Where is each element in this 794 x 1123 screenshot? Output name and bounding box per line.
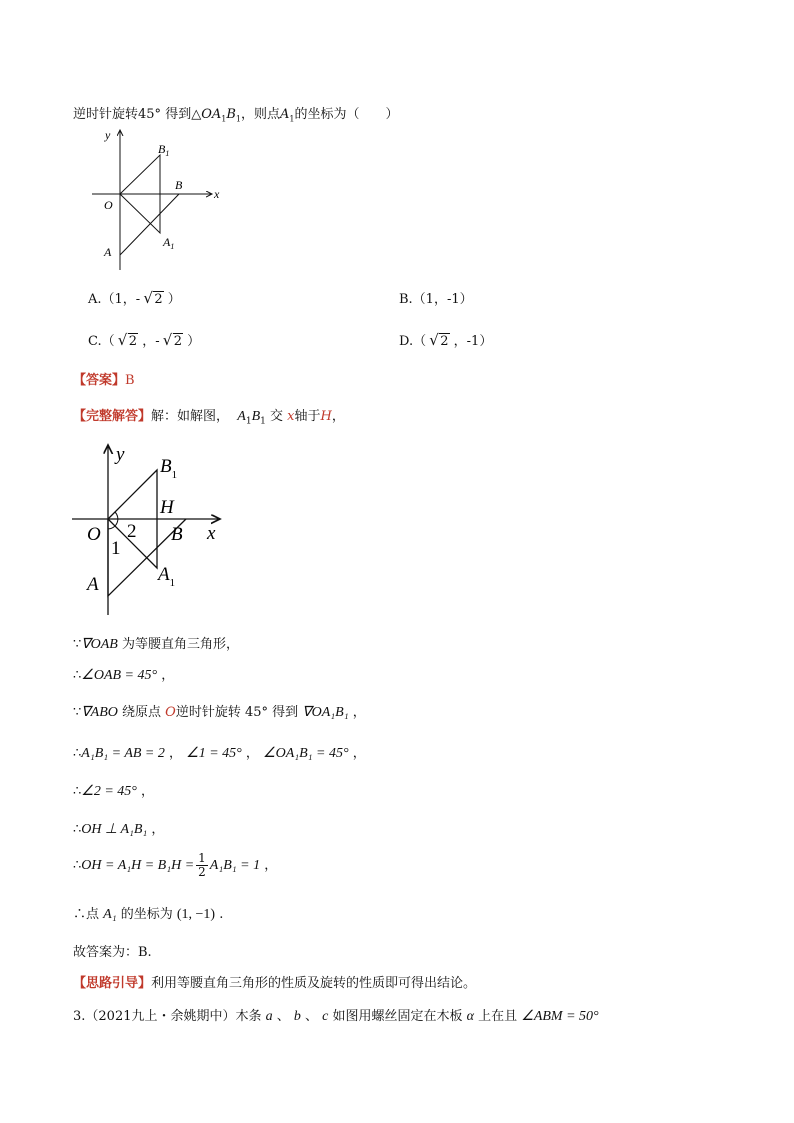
fraction-one-half: $\frac{1}{2}$ (198, 851, 206, 879)
step-8: ∴点 A₁ 的坐标为 (1, −1) . (73, 907, 224, 922)
answer-tag: 【答案】 (73, 373, 126, 388)
step-2: ∴∠OAB = 45° ， (73, 668, 175, 683)
label-o: O (104, 198, 113, 212)
label-a: A (104, 245, 112, 259)
answer-value: B (125, 373, 135, 388)
label-b: B (175, 178, 183, 192)
label-a1: $A_1$ (158, 564, 176, 589)
answer-line (73, 369, 135, 388)
option-b[interactable]: B.（1，-1） (399, 292, 473, 307)
step-3: ∵∇ABO 绕原点 O逆时针旋转 45° 得到 ∇OA₁B₁ ， (73, 705, 366, 720)
label-x: x (207, 523, 216, 544)
solution-figure (62, 440, 232, 620)
label-y: y (116, 444, 125, 465)
question-figure (80, 125, 230, 275)
label-a: A (87, 574, 99, 595)
label-h: H (160, 497, 174, 518)
solution-header: 【完整解答】解：如解图， $A_1B_1$ 交 x轴于H， (73, 409, 345, 427)
label-x: x (214, 187, 220, 201)
question-stem: 逆时针旋转45° 得到$\triangle OA_1B_1$，则点$A_1$的坐标为（ ） (73, 107, 399, 124)
step-4: ∴A₁B₁ = AB = 2 ， ∠1 = 45° ， ∠OA₁B₁ = 45° ， (73, 746, 366, 761)
label-y: y (105, 128, 111, 142)
label-b: B (171, 524, 183, 545)
hint-line: 【思路引导】利用等腰直角三角形的性质及旋转的性质即可得出结论。 (73, 976, 477, 991)
label-a1: $A_1$ (163, 235, 175, 251)
next-question: 3.（2021九上・余姚期中）木条 a 、 b 、 c 如图用螺丝固定在木板 α 上在且 ∠ABM = 50° (73, 1009, 599, 1024)
step-1: ∵∇OAB 为等腰直角三角形， (73, 637, 240, 652)
label-b1: $B_1$ (158, 142, 170, 158)
label-o: O (87, 524, 101, 545)
conclusion: 故答案为：B. (73, 945, 152, 960)
label-b1: $B_1$ (160, 456, 178, 481)
option-a[interactable]: A.（1，- √ 2 ） (88, 288, 181, 307)
label-angle-2: 2 (127, 521, 137, 542)
label-angle-1: 1 (111, 538, 121, 559)
step-7: ∴OH = A₁H = B₁H = $\frac{1}{2}$ A₁B₁ = 1 ， (73, 851, 278, 879)
step-5: ∴∠2 = 45° ， (73, 784, 155, 799)
option-d[interactable]: D.（ √ 2 ，-1） (399, 330, 492, 349)
option-c[interactable]: C.（ √ 2 ，- √ 2 ） (88, 330, 200, 349)
step-6: ∴OH ⊥ A₁B₁ ， (73, 822, 165, 837)
